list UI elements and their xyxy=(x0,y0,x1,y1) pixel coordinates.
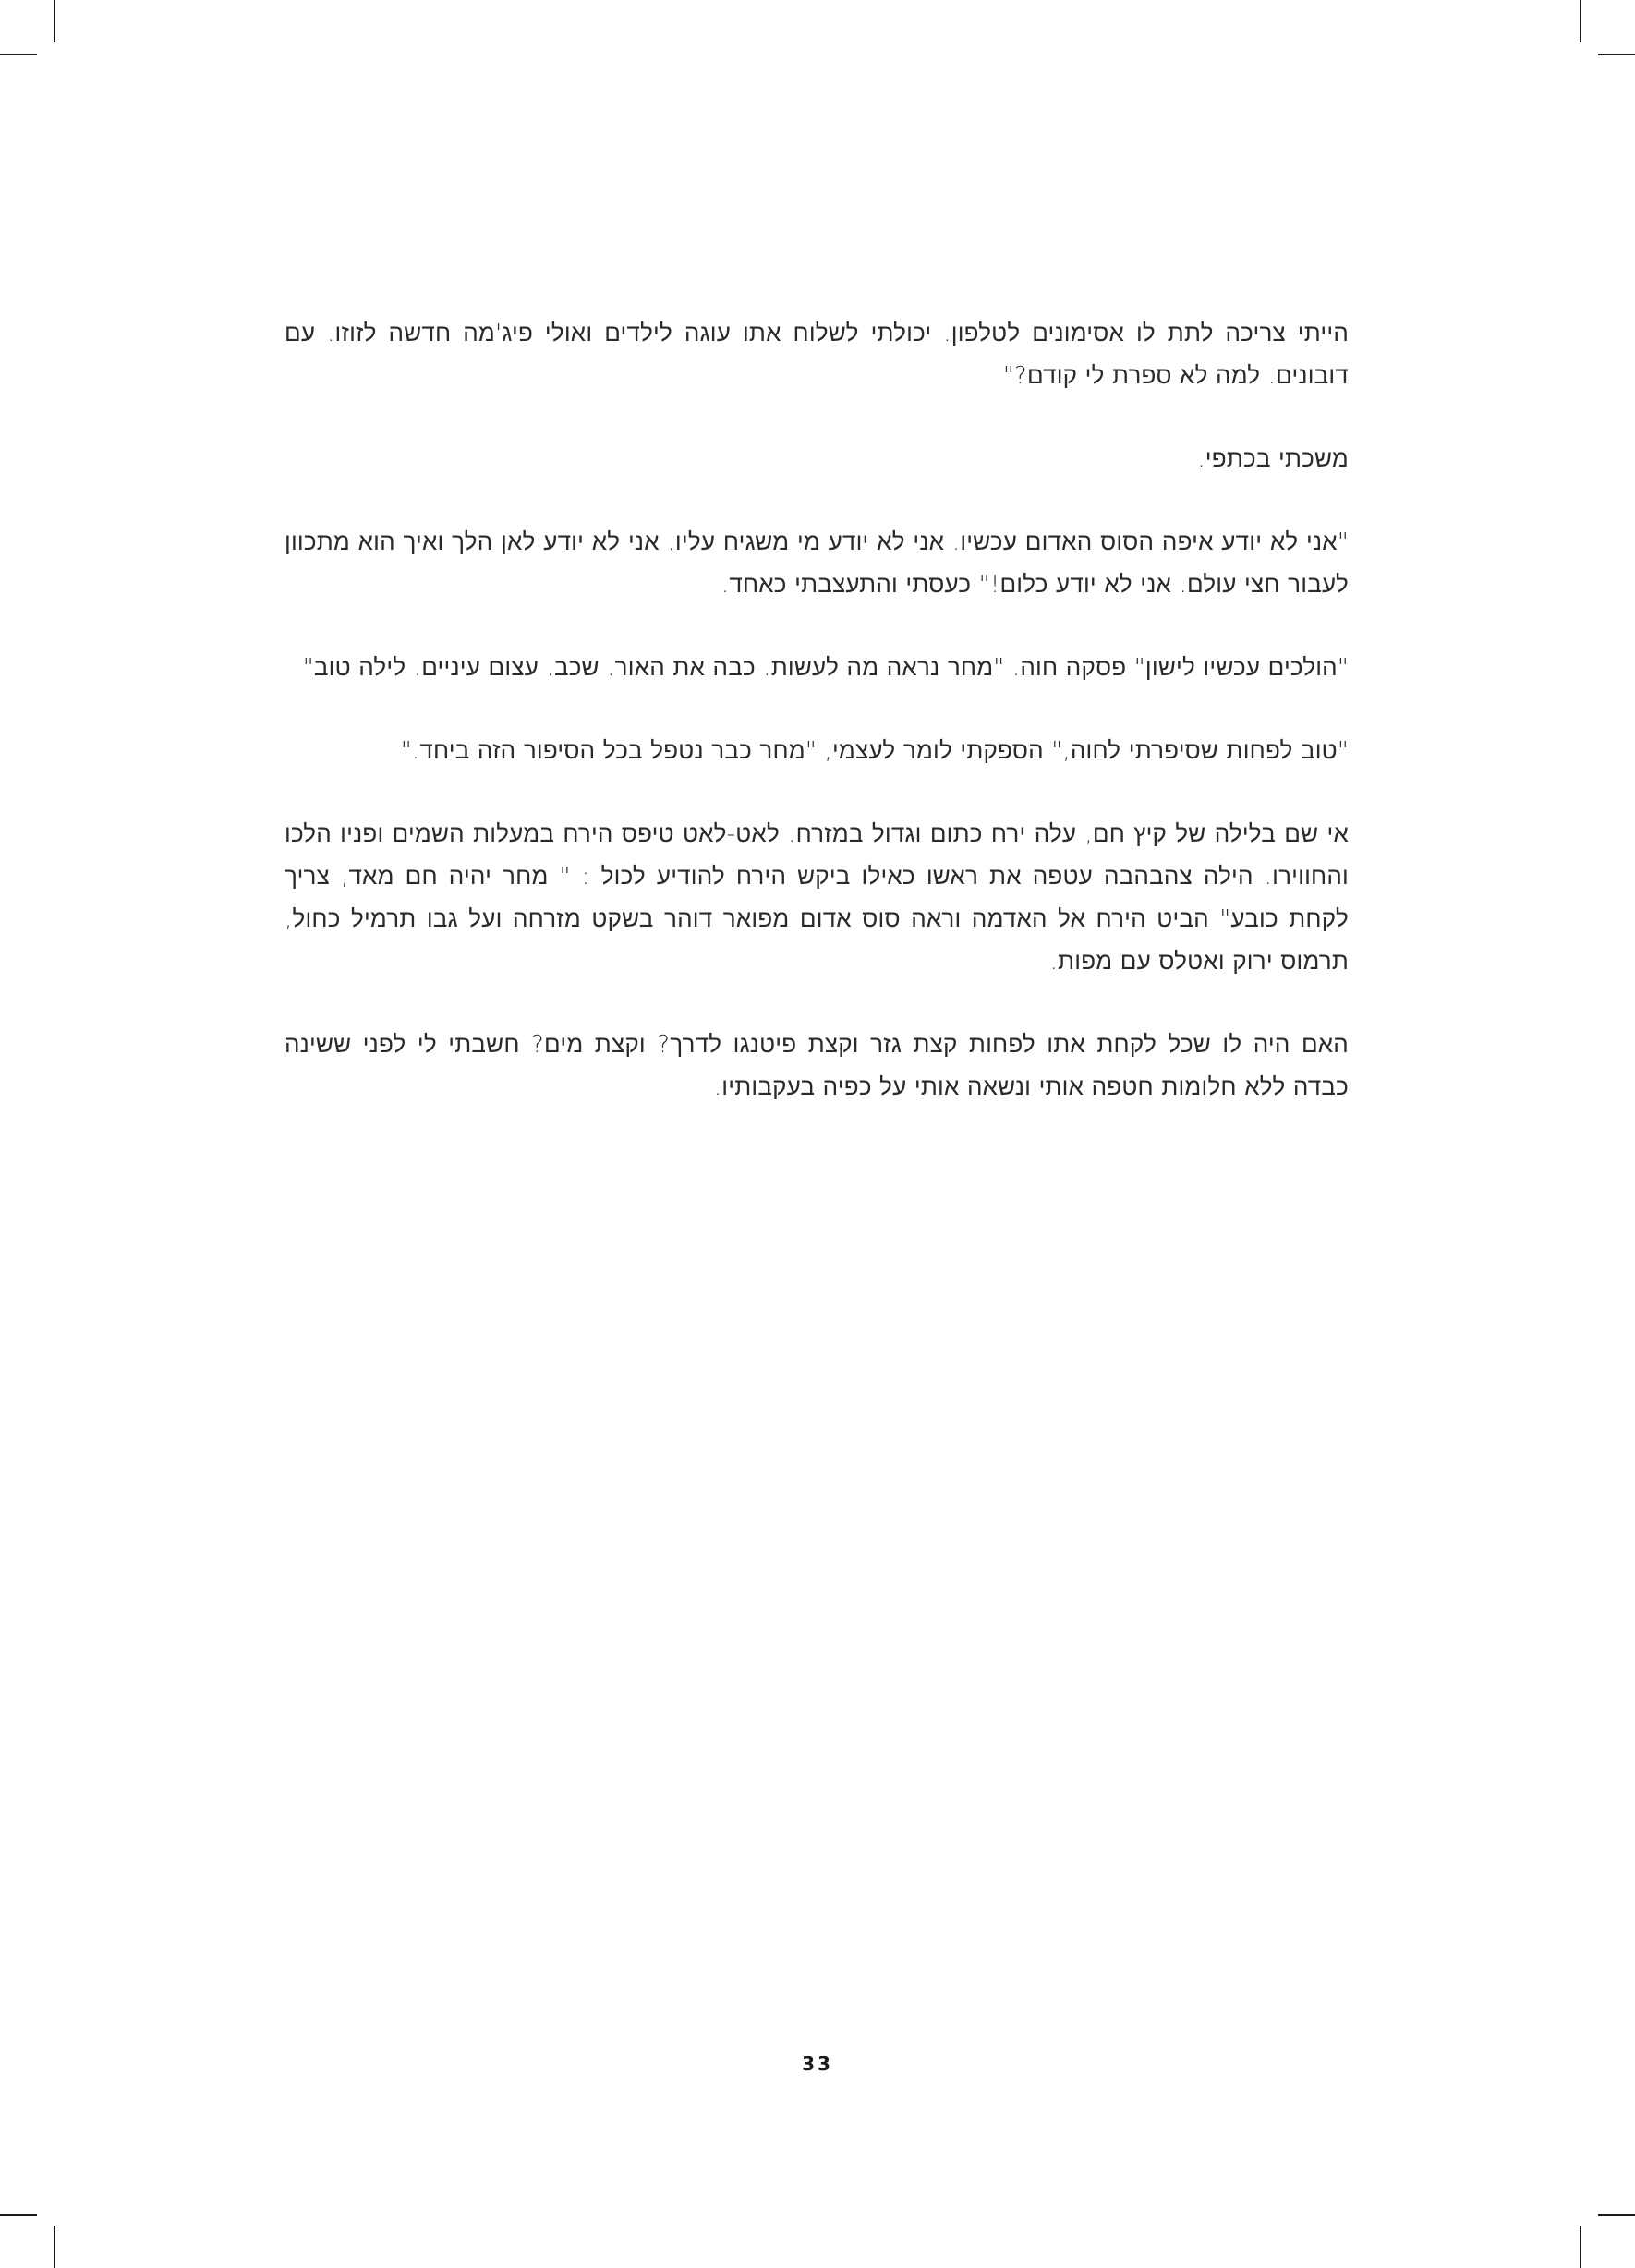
crop-mark-bottom-left-vertical xyxy=(54,2226,55,2268)
page-number: 33 xyxy=(802,2053,833,2075)
paragraph: אי שם בלילה של קיץ חם, עלה ירח כתום וגדול במזרח. לאט-לאט טיפס הירח במעלות השמים ופניו הלכו והחווירו. הילה צהבהבה עטפה את ראשו כאילו ביקש הירח להודיע לכול : " מחר יהיה חם מאד, צריך לקחת כובע" הביט הירח אל האדמה וראה סוס אדום מפואר דוהר בשקט מזרחה ועל גבו תרמיל כחול, תרמוס ירוק ואטלס עם מפות. xyxy=(285,820,1349,976)
paragraph: "הולכים עכשיו לישון" פסקה חוה. "מחר נראה מה לעשות. כבה את האור. שכב. עצום עיניים. לילה טוב" xyxy=(302,654,1349,682)
crop-mark-top-right-vertical xyxy=(1580,0,1581,42)
crop-mark-bottom-left-horizontal xyxy=(0,2214,37,2216)
crop-mark-top-right-horizontal xyxy=(1598,54,1635,55)
paragraph: משכתי בכתפי. xyxy=(1197,445,1349,473)
paragraph: הייתי צריכה לתת לו אסימונים לטלפון. יכולתי לשלוח אתו עוגה לילדים ואולי פיג'מה חדשה לזוזו. עם דובונים. למה לא ספרת לי קודם?" xyxy=(285,320,1349,390)
paragraph: "אני לא יודע איפה הסוס האדום עכשיו. אני לא יודע מי משגיח עליו. אני לא יודע לאן הלך ואיך הוא מתכוון לעבור חצי עולם. אני לא יודע כלום!" כעסתי והתעצבתי כאחד. xyxy=(285,528,1349,599)
crop-mark-bottom-right-horizontal xyxy=(1598,2214,1635,2216)
crop-mark-top-left-horizontal xyxy=(0,54,37,55)
paragraph: האם היה לו שכל לקחת אתו לפחות קצת גזר וקצת פיטנגו לדרך? וקצת מים? חשבתי לי לפני ששינה כבדה ללא חלומות חטפה אותי ונשאה אותי על כפיה בעקבותיו. xyxy=(285,1031,1349,1101)
body-text xyxy=(285,312,1349,1149)
crop-mark-bottom-right-vertical xyxy=(1580,2226,1581,2268)
paragraph: "טוב לפחות שסיפרתי לחוה," הספקתי לומר לעצמי, "מחר כבר נטפל בכל הסיפור הזה ביחד." xyxy=(400,737,1349,765)
crop-mark-top-left-vertical xyxy=(54,0,55,42)
